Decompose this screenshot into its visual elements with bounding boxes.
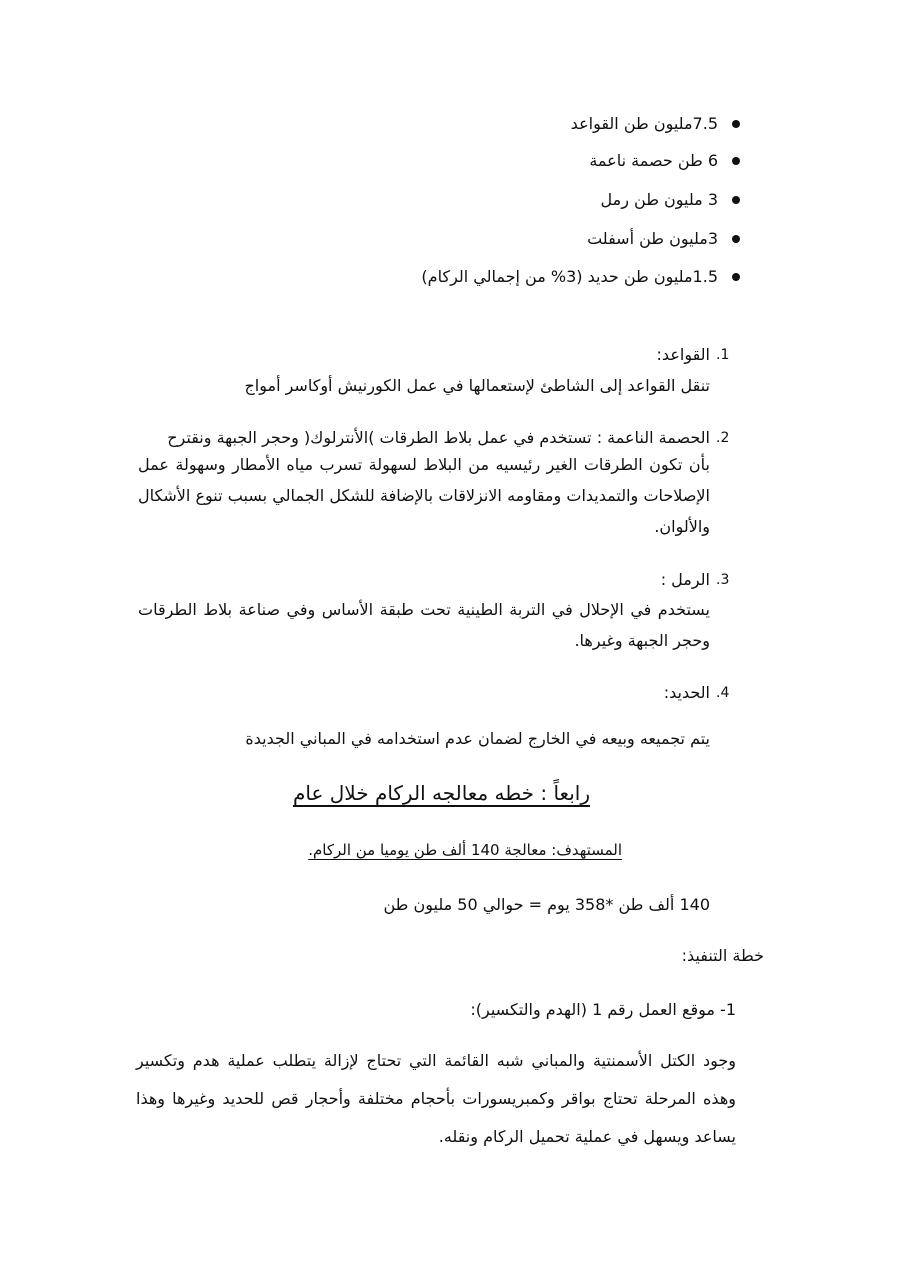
section-number: 3. bbox=[716, 572, 730, 588]
execution-heading: خطة التنفيذ: bbox=[681, 946, 764, 965]
bullet-item bbox=[571, 112, 740, 136]
section-body: تنقل القواعد إلى الشاطئ لإستعمالها في عمل الكورنيش أوكاسر أمواج bbox=[244, 376, 710, 395]
section-body: يتم تجميعه وبيعه في الخارج لضمان عدم استخدامه في المباني الجديدة bbox=[245, 729, 710, 748]
section-body: بأن تكون الطرقات الغير رئيسيه من البلاط لسهولة تسرب مياه الأمطار وسهولة عمل الإصلاحات والتمديدات ومقاومه الانزلاقات بالإضافة للشكل الجمالي بسبب تنوع الأشكال والألوان. bbox=[138, 455, 710, 536]
section-heading: الرمل : bbox=[660, 570, 710, 589]
bullet-item bbox=[587, 227, 740, 251]
site-body: وجود الكتل الأسمنتية والمباني شبه القائمة التي تحتاج لإزالة يتطلب عملية هدم وتكسير وهذه المرحلة تحتاج بواقر وكمبريسورات بأحجام مختلفة وأحجار قص للحديد وغيرها وهذا يساعد ويسهل في عملية تحميل الركام ونقله. bbox=[136, 1051, 736, 1146]
bullet-icon bbox=[732, 273, 740, 281]
bullet-item bbox=[589, 149, 740, 173]
section-number: 1. bbox=[716, 347, 730, 363]
bullet-icon bbox=[732, 196, 740, 204]
section-number: 2. bbox=[716, 430, 730, 446]
section-body: يستخدم في الإحلال في التربة الطينية تحت طبقة الأساس وفي صناعة بلاط الطرقات وحجر الجبهة وغيرها. bbox=[138, 600, 710, 650]
bullet-icon bbox=[732, 157, 740, 165]
plan-target: المستهدف: معالجة 140 ألف طن يوميا من الركام. bbox=[308, 841, 622, 859]
bullet-item bbox=[421, 265, 740, 289]
site-heading: 1- موقع العمل رقم 1 (الهدم والتكسير): bbox=[470, 1000, 736, 1019]
plan-calculation: 140 ألف طن *358 يوم = حوالي 50 مليون طن bbox=[383, 895, 710, 914]
bullet-text: 7.5مليون طن القواعد bbox=[570, 114, 718, 133]
section-heading: الحصمة الناعمة : تستخدم في عمل بلاط الطرقات )الأنترلوك( وحجر الجبهة ونقترح bbox=[167, 428, 710, 447]
plan-title: رابعاً : خطه معالجه الركام خلال عام bbox=[292, 781, 590, 805]
bullet-icon bbox=[732, 235, 740, 243]
section-heading: الحديد: bbox=[663, 683, 710, 702]
bullet-text: 1.5مليون طن حديد (3% من إجمالي الركام) bbox=[421, 267, 718, 286]
bullet-item bbox=[601, 188, 740, 212]
bullet-text: 3مليون طن أسفلت bbox=[587, 229, 718, 248]
section-heading: القواعد: bbox=[656, 345, 710, 364]
bullet-icon bbox=[732, 120, 740, 128]
section-number: 4. bbox=[716, 685, 730, 701]
bullet-text: 6 طن حصمة ناعمة bbox=[589, 151, 718, 170]
bullet-text: 3 مليون طن رمل bbox=[600, 190, 718, 209]
